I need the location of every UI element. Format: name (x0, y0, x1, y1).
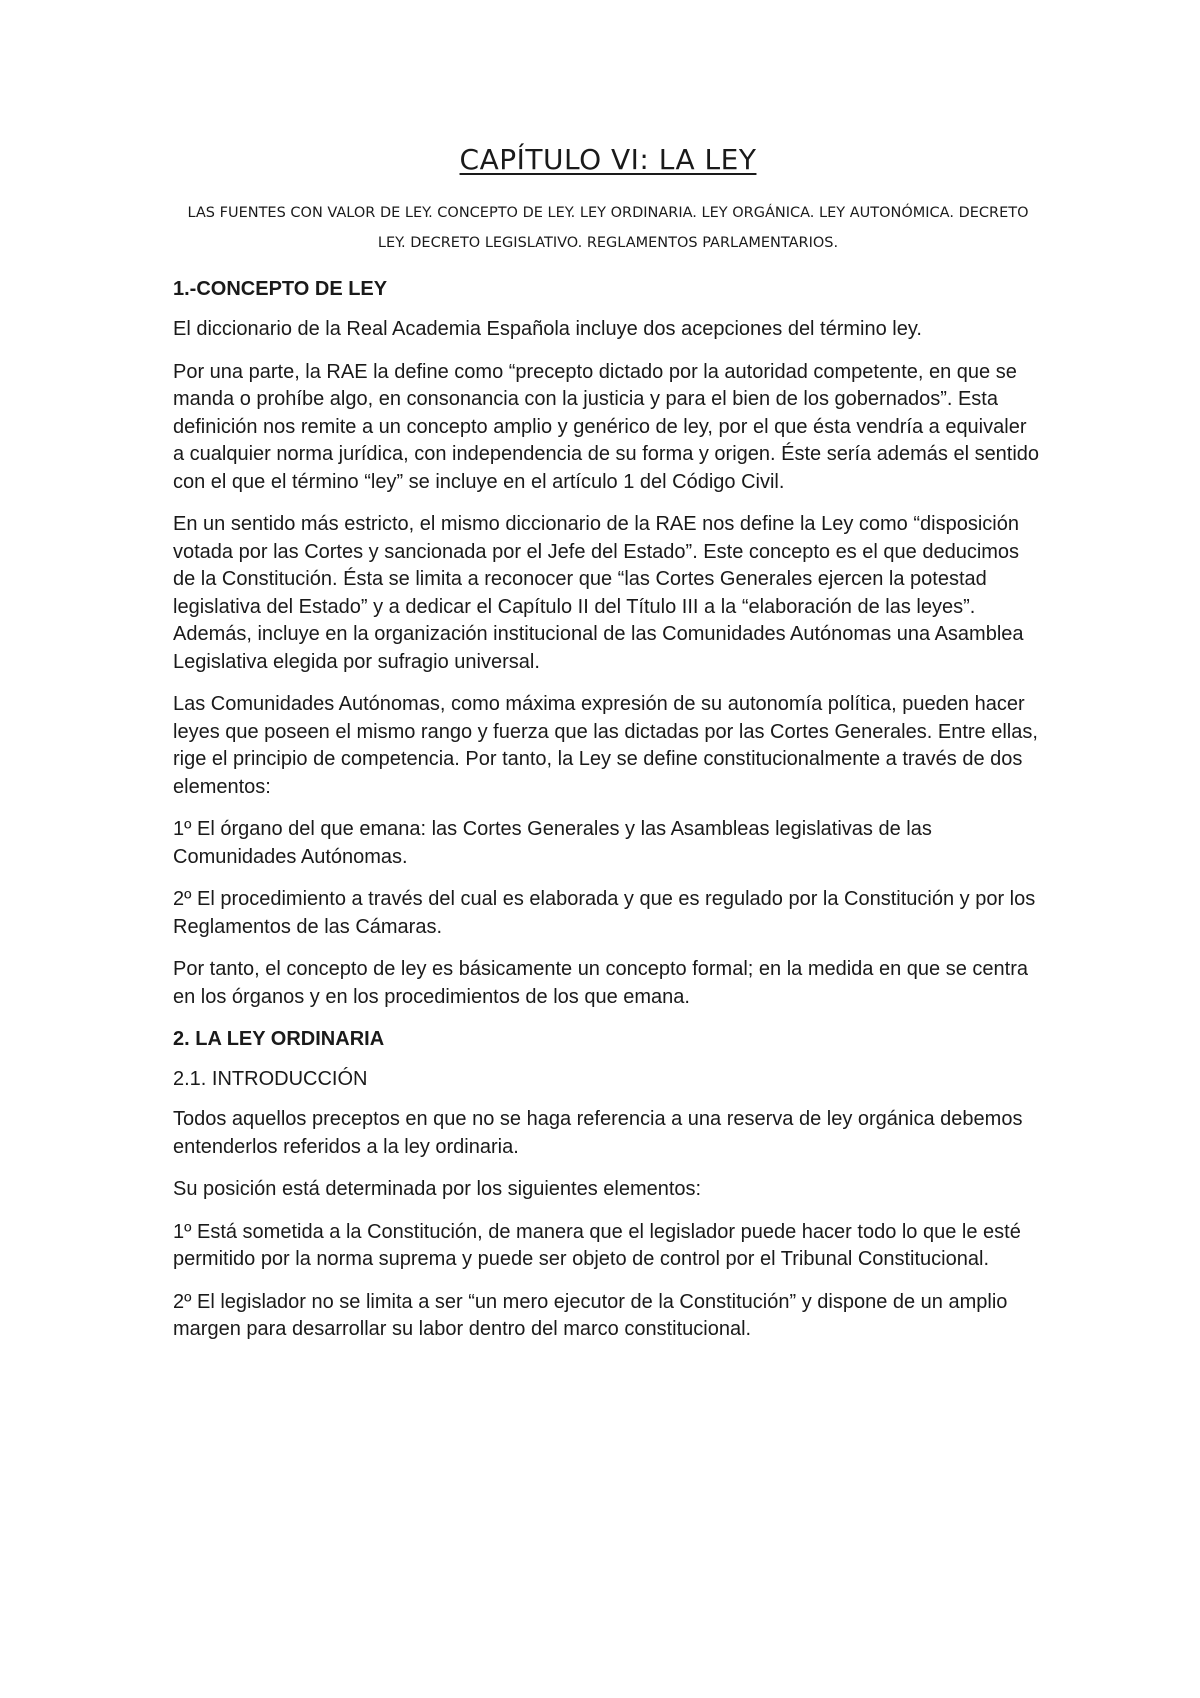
chapter-title: CAPÍTULO VI: LA LEY (459, 143, 757, 176)
paragraph: 2º El legislador no se limita a ser “un mero ejecutor de la Constitución” y dispone de un amplio margen para desarrollar su labor dentro del marco constitucional. (173, 1290, 1008, 1340)
section-heading-ley-ordinaria: 2. LA LEY ORDINARIA (173, 1028, 385, 1050)
paragraph: 1º El órgano del que emana: las Cortes Generales y las Asambleas legislativas de las Comunidades Autónomas. (173, 818, 932, 868)
document-page (173, 140, 1043, 1359)
paragraph: Por una parte, la RAE la define como “precepto dictado por la autoridad competente, en que se manda o prohíbe algo, en consonancia con la justicia y para el bien de los gobernados”. Esta definición nos remite a un concepto amplio y genérico de ley, por el que ésta vendría a equivaler a cualquier norma jurídica, con independencia de su forma y origen. Éste sería además el sentido con el que el término “ley” se incluye en el artículo 1 del Código Civil. (173, 360, 1040, 493)
section-heading-concepto: 1.-CONCEPTO DE LEY (173, 278, 388, 300)
paragraph: 2º El procedimiento a través del cual es elaborada y que es regulado por la Constitución y por los Reglamentos de las Cámaras. (173, 888, 1036, 938)
paragraph: Las Comunidades Autónomas, como máxima expresión de su autonomía política, pueden hacer leyes que poseen el mismo rango y fuerza que las dictadas por las Cortes Generales. Entre ellas, rige el principio de competencia. Por tanto, la Ley se define constitucionalmente a través de dos elementos: (173, 693, 1038, 798)
paragraph: En un sentido más estricto, el mismo diccionario de la RAE nos define la Ley como “disposición votada por las Cortes y sancionada por el Jefe del Estado”. Este concepto es el que deducimos de la Constitución. Ésta se limita a reconocer que “las Cortes Generales ejercen la potestad legislativa del Estado” y a dedicar el Capítulo II del Título III a la “elaboración de las leyes”. Además, incluye en la organización institucional de las Comunidades Autónomas una Asamblea Legislativa elegida por sufragio universal. (173, 513, 1024, 673)
paragraph: Por tanto, el concepto de ley es básicamente un concepto formal; en la medida en que se centra en los órganos y en los procedimientos de los que emana. (173, 958, 1028, 1008)
chapter-subtitle: LAS FUENTES CON VALOR DE LEY. CONCEPTO DE LEY. LEY ORDINARIA. LEY ORGÁNICA. LEY AUTONÓMICA. DECRETO LEY. DECRETO LEGISLATIVO. REGLAMENTOS PARLAMENTARIOS. (187, 205, 1029, 251)
subsection-heading-introduccion: 2.1. INTRODUCCIÓN (173, 1068, 368, 1090)
paragraph: 1º Está sometida a la Constitución, de manera que el legislador puede hacer todo lo que le esté permitido por la norma suprema y puede ser objeto de control por el Tribunal Constitucional. (173, 1220, 1021, 1270)
paragraph: Su posición está determinada por los siguientes elementos: (173, 1178, 702, 1200)
paragraph: El diccionario de la Real Academia Española incluye dos acepciones del término ley. (173, 318, 922, 340)
paragraph: Todos aquellos preceptos en que no se haga referencia a una reserva de ley orgánica debemos entenderlos referidos a la ley ordinaria. (173, 1108, 1023, 1158)
